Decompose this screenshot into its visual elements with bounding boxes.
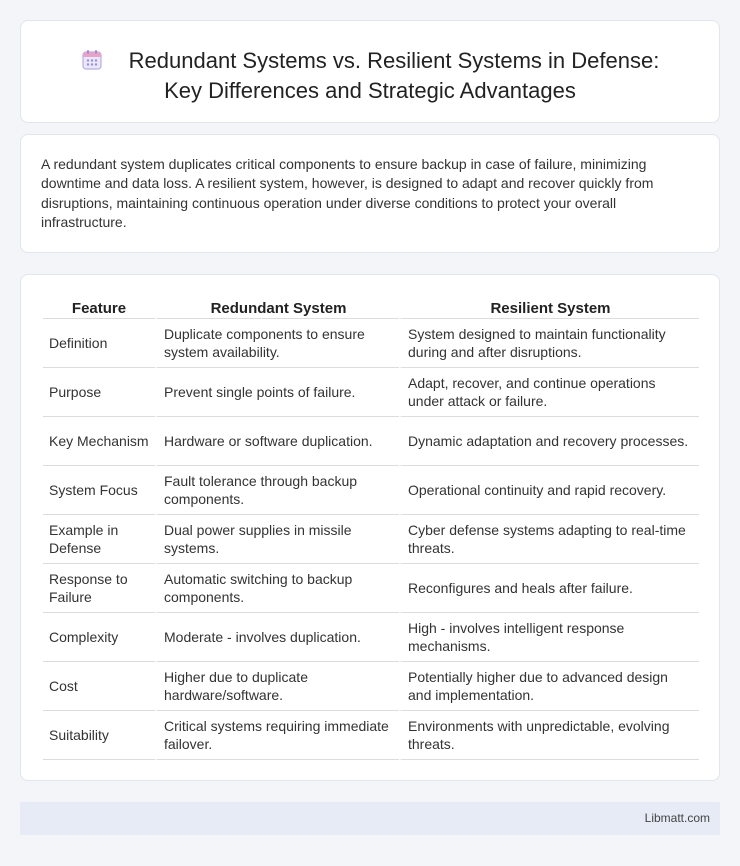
- resilient-cell: Environments with unpredictable, evolving threats.: [399, 711, 699, 760]
- page-title: [21, 46, 719, 106]
- table-row: [43, 711, 699, 760]
- feature-cell: Suitability: [43, 711, 155, 760]
- feature-cell: Cost: [43, 662, 155, 711]
- table-row: [43, 613, 699, 662]
- redundant-cell: Prevent single points of failure.: [155, 368, 399, 417]
- feature-cell: Key Mechanism: [43, 417, 155, 466]
- redundant-cell: Automatic switching to backup components.: [155, 564, 399, 613]
- footer-bar: [20, 802, 720, 835]
- title-line-2: Key Differences and Strategic Advantages: [164, 78, 576, 103]
- table-row: [43, 515, 699, 564]
- redundant-cell: Fault tolerance through backup components.: [155, 466, 399, 515]
- resilient-cell: Reconfigures and heals after failure.: [399, 564, 699, 613]
- comparison-card: [20, 274, 720, 781]
- comparison-table: [43, 295, 699, 760]
- redundant-cell: Higher due to duplicate hardware/software.: [155, 662, 399, 711]
- table-header-row: [43, 295, 699, 319]
- table-row: [43, 417, 699, 466]
- calendar-icon: [81, 49, 103, 71]
- redundant-cell: Hardware or software duplication.: [155, 417, 399, 466]
- resilient-cell: Cyber defense systems adapting to real-time threats.: [399, 515, 699, 564]
- feature-cell: Example in Defense: [43, 515, 155, 564]
- header-resilient: Resilient System: [399, 295, 699, 319]
- resilient-cell: Adapt, recover, and continue operations under attack or failure.: [399, 368, 699, 417]
- resilient-cell: System designed to maintain functionality during and after disruptions.: [399, 319, 699, 368]
- redundant-cell: Moderate - involves duplication.: [155, 613, 399, 662]
- resilient-cell: Operational continuity and rapid recovery.: [399, 466, 699, 515]
- feature-cell: Purpose: [43, 368, 155, 417]
- table-row: [43, 466, 699, 515]
- feature-cell: Definition: [43, 319, 155, 368]
- intro-card: [20, 134, 720, 253]
- table-row: [43, 564, 699, 613]
- redundant-cell: Critical systems requiring immediate failover.: [155, 711, 399, 760]
- title-card: [20, 20, 720, 123]
- title-line-1: Redundant Systems vs. Resilient Systems in Defense:: [128, 48, 660, 73]
- table-row: [43, 662, 699, 711]
- footer-site-link[interactable]: Libmatt.com: [644, 811, 710, 825]
- redundant-cell: Duplicate components to ensure system availability.: [155, 319, 399, 368]
- feature-cell: System Focus: [43, 466, 155, 515]
- resilient-cell: Dynamic adaptation and recovery processes.: [399, 417, 699, 466]
- resilient-cell: High - involves intelligent response mechanisms.: [399, 613, 699, 662]
- feature-cell: Complexity: [43, 613, 155, 662]
- header-feature: Feature: [43, 295, 155, 319]
- redundant-cell: Dual power supplies in missile systems.: [155, 515, 399, 564]
- resilient-cell: Potentially higher due to advanced design and implementation.: [399, 662, 699, 711]
- table-row: [43, 319, 699, 368]
- intro-paragraph: A redundant system duplicates critical components to ensure backup in case of failure, minimizing downtime and data loss. A resilient system, however, is designed to adapt and recover quickly from disruptions, maintaining continuous operation under diverse conditions to protect your overall infrastructure.: [41, 156, 654, 231]
- header-redundant: Redundant System: [155, 295, 399, 319]
- feature-cell: Response to Failure: [43, 564, 155, 613]
- table-row: [43, 368, 699, 417]
